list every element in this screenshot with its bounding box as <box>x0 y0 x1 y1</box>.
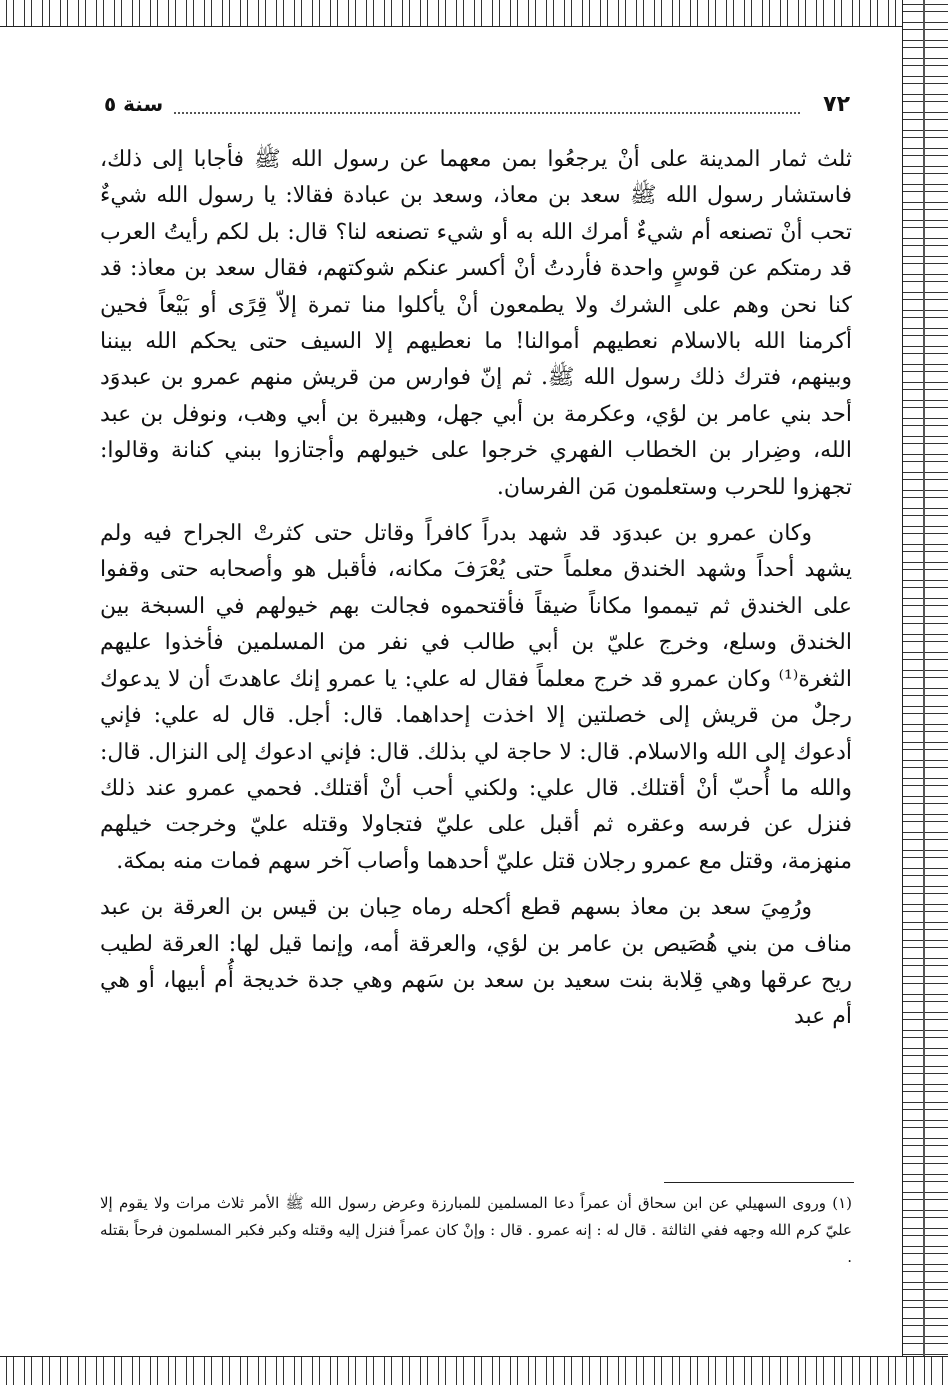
paragraph-2: وكان عمرو بن عبدوَد قد شهد بدراً كافراً وقاتل حتى كثرتْ الجراح فيه ولم يشهد أحداً وشهد الخندق معلماً حتى يُعْرَفَ مكانه، فأقبل هو وأصحابه حتى وقفوا على الخندق ثم تيمموا مكاناً ضيقاً فأقتحموه فجالت بهم خيولهم في السبخة بين الخندق وسلع، وخرج عليّ بن أبي طالب في نفر من المسلمين فأخذوا عليهم الثغرة⁽¹⁾ وكان عمرو قد خرج معلماً فقال له علي: يا عمرو إنك عاهدتَ أن لا يدعوك رجلٌ من قريش إلى خصلتين إلا اخذت إحداهما. قال: أجل. قال له علي: فإني أدعوك إلى الله والاسلام. قال: لا حاجة لي بذلك. قال: فإني ادعوك إلى النزال. قال: والله ما أُحبّ أنْ أقتلك. قال علي: ولكني أحب أنْ أقتلك. فحمي عمرو عند ذلك فنزل عن فرسه وعقره ثم أقبل على عليّ فتجاولا وقتله عليّ وخرجت خيلهم منهزمة، وقتل مع عمرو رجلان قتل عليّ أحدهما وأصاب آخر سهم فمات منه بمكة. <box>100 521 853 874</box>
paragraph-1: ثلث ثمار المدينة على أنْ يرجعُوا بمن معهما عن رسول الله ﷺ فأجابا إلى ذلك، فاستشار رسول الله ﷺ سعد بن معاذ، وسعد بن عبادة فقالا: يا رسول الله شيءٌ تحب أنْ تصنعه أم شيءٌ أمرك الله به أو شيء تصنعه لنا؟ قال: بل لكم رأيتُ العرب قد رمتكم عن قوسٍ واحدة فأردتُ أنْ أكسر عنكم شوكتهم، فقال سعد بن معاذ: قد كنا نحن وهم على الشرك ولا يطمعون أنْ يأكلوا منا تمرة إلاّ قِرًى أو بَيْعاً فحين أكرمنا الله بالاسلام نعطيهم أموالنا! ما نعطيهم إلا السيف حتى يحكم الله بيننا وبينهم، فترك ذلك رسول الله ﷺ. ثم إنّ فوارس من قريش منهم عمرو بن عبدوَد أحد بني عامر بن لؤي، وعكرمة بن أبي جهل، وهبيرة بن أبي وهب، ونوفل بن عبد الله، وضِرار بن الخطاب الفهري خرجوا على خيولهم وأجتازوا ببني كنانة وقالوا: تجهزوا للحرب وستعلمون مَن الفرسان. <box>100 147 852 500</box>
running-title: سنة ٥ <box>104 92 164 116</box>
footnotes <box>100 1190 852 1271</box>
page-number: ٧٢ <box>823 92 850 117</box>
decorative-border-bottom <box>0 1356 948 1385</box>
main-text <box>100 142 852 1046</box>
decorative-border-right <box>902 0 948 1384</box>
footnote-separator <box>664 1182 854 1183</box>
paragraph-3: ورُمِيَ سعد بن معاذ بسهم قطع أكحله رماه حِبان بن قيس بن العرقة بن عبد مناف من بني هُصَيص بن عامر بن لؤي، والعرقة أمه، وإنما قيل لها: العرقة لطيب ريح عرقها وهي قِلابة بنت سعيد بن سعد بن سَهم وهي جدة خديجة أُم أبيها، أو هي أم عبد <box>100 895 852 1030</box>
decorative-border-top <box>0 0 948 27</box>
footnote-1: (١) وروى السهيلي عن ابن سحاق أن عمراً دعا المسلمين للمبارزة وعرض رسول الله ﷺ الأمر ثلاث مرات ولا يقوم إلا عليّ كرم الله وجهه ففي الثالثة . قال له : إنه عمرو . قال : وإنْ كان عمراً فنزل إليه وقتله وكبر فكبر المسلمون فرحاً بقتله . <box>100 1194 852 1266</box>
header-dotted-leader <box>174 112 800 114</box>
page-header <box>104 92 850 122</box>
